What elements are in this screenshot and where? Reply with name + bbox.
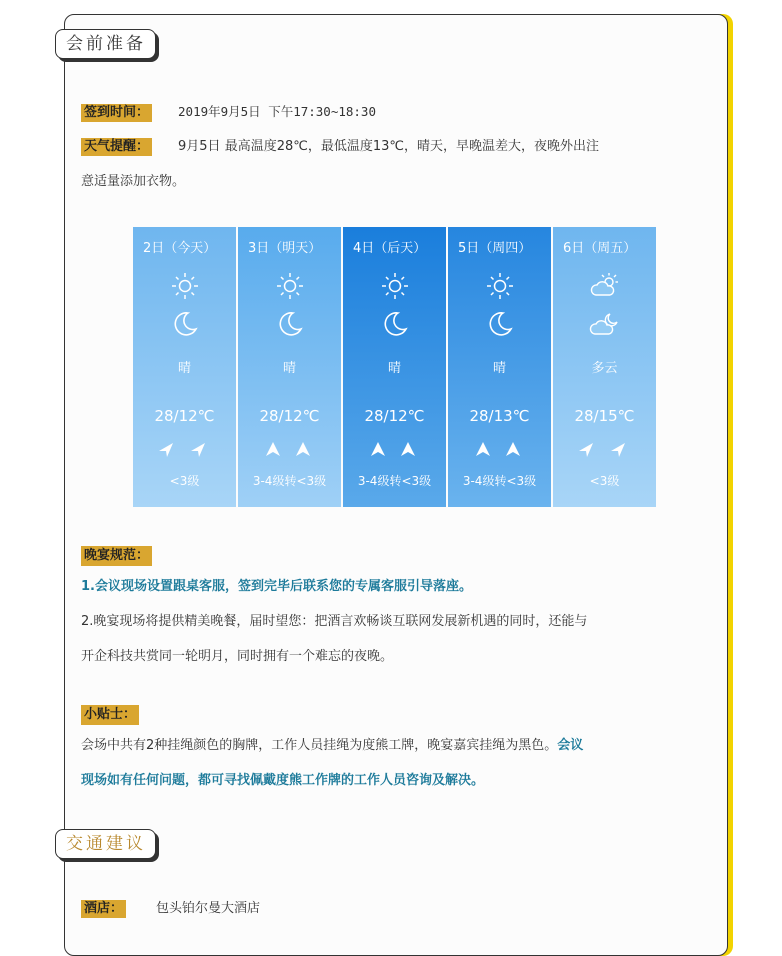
weather-day-title: 5日（周四） — [458, 241, 532, 256]
weather-forecast — [133, 227, 657, 507]
wind-level: 3-4级转<3级 — [357, 474, 432, 488]
wind-level: 3-4级转<3级 — [462, 474, 537, 488]
section-title-prep: 会前准备 — [55, 29, 156, 59]
moon-icon — [238, 309, 341, 343]
weather-temp: 28/12℃ — [364, 407, 425, 425]
moon-icon — [343, 309, 446, 343]
weather-tip-label: 天气提醒： — [81, 138, 152, 156]
weather-temp: 28/12℃ — [154, 407, 215, 425]
wind-direction-icon — [133, 439, 236, 463]
weather-day-4 — [448, 227, 551, 507]
weather-condition: 晴 — [177, 361, 191, 376]
tips-text-highlight: 会议 — [557, 738, 584, 753]
sun-icon — [343, 271, 446, 305]
weather-day-3 — [343, 227, 446, 507]
sun-icon — [238, 271, 341, 305]
tips-label: 小贴士： — [81, 705, 139, 725]
sun-icon — [133, 271, 236, 305]
weather-day-1 — [133, 227, 236, 507]
tips-text — [81, 728, 711, 763]
weather-tip-row — [81, 138, 721, 156]
wind-direction-icon — [553, 439, 656, 463]
weather-day-title: 4日（后天） — [353, 241, 427, 256]
weather-condition: 晴 — [387, 361, 401, 376]
weather-day-title: 6日（周五） — [563, 241, 637, 256]
wind-level: <3级 — [589, 474, 620, 488]
wind-level: 3-4级转<3级 — [252, 474, 327, 488]
tips-text-cont: 现场如有任何问题，都可寻找佩戴度熊工作牌的工作人员咨询及解决。 — [81, 773, 485, 788]
weather-day-title: 3日（明天） — [248, 241, 322, 256]
weather-temp: 28/15℃ — [574, 407, 635, 425]
sun-icon — [448, 271, 551, 305]
banquet-item-2: 2.晚宴现场将提供精美晚餐，届时望您：把酒言欢畅谈互联网发展新机遇的同时，还能与 — [81, 614, 588, 629]
tips-label-row — [81, 705, 139, 725]
weather-tip-value: 9月5日 最高温度28℃，最低温度13℃，晴天，早晚温差大，夜晚外出注 — [178, 139, 599, 154]
weather-day-2 — [238, 227, 341, 507]
cloud-moon-icon — [553, 309, 656, 343]
wind-level: <3级 — [169, 474, 200, 488]
tips-text-plain: 会场中共有2种挂绳颜色的胸牌，工作人员挂绳为度熊工牌，晚宴嘉宾挂绳为黑色。 — [81, 738, 558, 753]
weather-day-5 — [553, 227, 656, 507]
weather-day-title: 2日（今天） — [143, 241, 217, 256]
wind-direction-icon — [238, 439, 341, 463]
hotel-row — [81, 900, 260, 918]
banquet-label: 晚宴规范： — [81, 546, 152, 566]
weather-condition: 晴 — [492, 361, 506, 376]
hotel-label: 酒店： — [81, 900, 126, 918]
weather-condition: 多云 — [591, 361, 618, 376]
section-title-traffic: 交通建议 — [55, 829, 156, 859]
weather-temp: 28/13℃ — [469, 407, 530, 425]
banquet-item-2-cont: 开企科技共赏同一轮明月，同时拥有一个难忘的夜晚。 — [81, 649, 394, 664]
hotel-value: 包头铂尔曼大酒店 — [156, 901, 261, 916]
weather-temp: 28/12℃ — [259, 407, 320, 425]
wind-direction-icon — [448, 439, 551, 463]
banquet-label-row — [81, 546, 152, 566]
weather-tip-value-cont: 意适量添加衣物。 — [81, 174, 186, 189]
wind-direction-icon — [343, 439, 446, 463]
signin-row — [81, 103, 376, 122]
signin-label: 签到时间： — [81, 104, 152, 122]
moon-icon — [133, 309, 236, 343]
weather-condition: 晴 — [282, 361, 296, 376]
signin-value: 2019年9月5日 下午17:30~18:30 — [178, 104, 376, 119]
banquet-item-1: 1.会议现场设置跟桌客服，签到完毕后联系您的专属客服引导落座。 — [81, 579, 472, 594]
cloud-sun-icon — [553, 271, 656, 305]
moon-icon — [448, 309, 551, 343]
